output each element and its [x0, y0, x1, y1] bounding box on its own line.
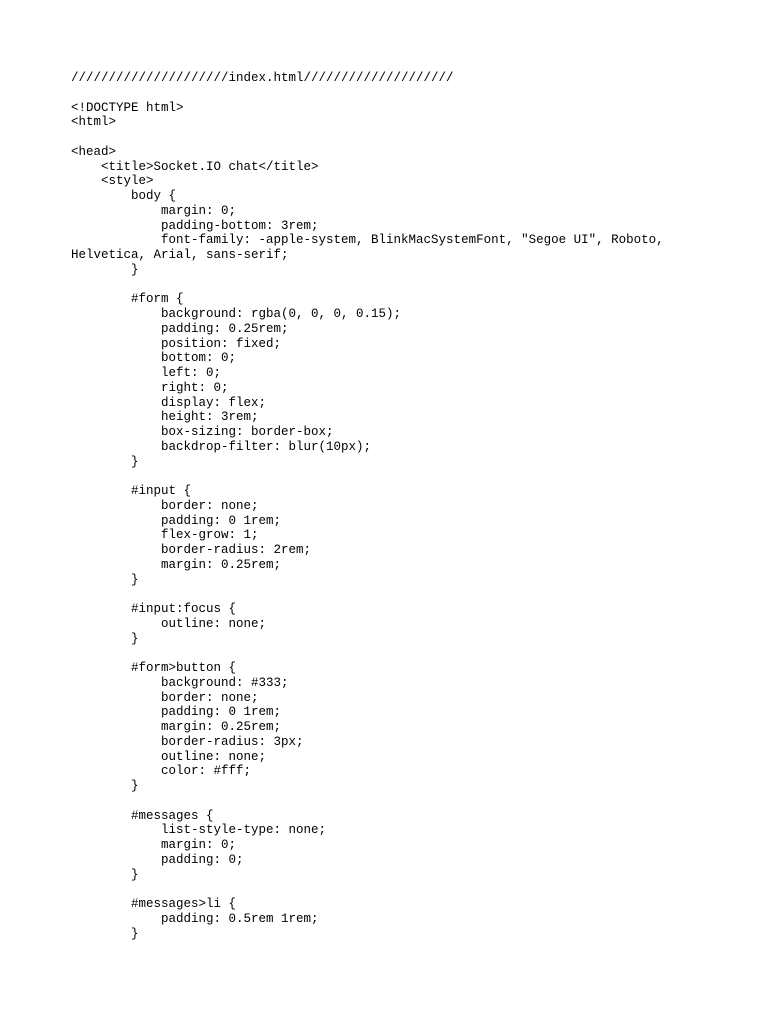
- code-line: }: [71, 779, 139, 793]
- code-line: #input {: [71, 484, 192, 498]
- code-line: height: 3rem;: [71, 410, 259, 425]
- code-line: }: [71, 454, 139, 469]
- code-line: padding-bottom: 3rem;: [71, 218, 319, 233]
- code-line: color: #fff;: [71, 764, 252, 779]
- code-line: <title>Socket.IO chat</title>: [71, 159, 319, 174]
- code-line: <!DOCTYPE html>: [71, 100, 184, 115]
- code-line: }: [71, 631, 139, 646]
- code-line: [71, 278, 731, 293]
- code-line: <style>: [71, 174, 154, 189]
- code-line: <head>: [71, 144, 117, 159]
- code-line: #form {: [71, 292, 184, 307]
- code-line: border: none;: [71, 498, 259, 513]
- code-line: [71, 130, 731, 145]
- code-line: /////////////////////index.html////////////////////: [71, 71, 454, 85]
- code-line: font-family: -apple-system, BlinkMacSystemFont, "Segoe UI", Roboto,: [71, 233, 664, 248]
- code-line: [71, 587, 731, 602]
- code-line: outline: none;: [71, 616, 267, 631]
- code-line: #messages>li {: [71, 897, 237, 911]
- code-line: <html>: [71, 115, 117, 130]
- code-line: position: fixed;: [71, 336, 282, 351]
- code-line: [71, 469, 731, 484]
- code-line: background: rgba(0, 0, 0, 0.15);: [71, 307, 402, 321]
- code-line: [71, 794, 731, 809]
- code-line: flex-grow: 1;: [71, 528, 259, 543]
- code-line: margin: 0.25rem;: [71, 557, 282, 572]
- code-line: Helvetica, Arial, sans-serif;: [71, 248, 289, 262]
- code-line: #messages {: [71, 808, 214, 823]
- code-line: padding: 0 1rem;: [71, 705, 282, 720]
- code-line: background: #333;: [71, 675, 289, 690]
- code-line: }: [71, 262, 139, 277]
- code-line: display: flex;: [71, 395, 267, 410]
- code-line: left: 0;: [71, 366, 222, 380]
- code-listing: [71, 71, 731, 941]
- code-line: border: none;: [71, 690, 259, 705]
- code-line: box-sizing: border-box;: [71, 425, 334, 439]
- code-line: }: [71, 867, 139, 882]
- code-line: [71, 646, 731, 661]
- code-line: [71, 882, 731, 897]
- code-line: bottom: 0;: [71, 351, 237, 366]
- code-line: list-style-type: none;: [71, 823, 327, 838]
- code-line: padding: 0.5rem 1rem;: [71, 911, 319, 926]
- code-line: right: 0;: [71, 380, 229, 395]
- code-line: padding: 0 1rem;: [71, 513, 282, 528]
- code-line: [71, 86, 731, 101]
- code-line: body {: [71, 189, 177, 203]
- code-line: outline: none;: [71, 749, 267, 764]
- code-line: margin: 0.25rem;: [71, 720, 282, 734]
- code-line: }: [71, 926, 139, 941]
- code-line: }: [71, 572, 139, 587]
- code-line: padding: 0.25rem;: [71, 321, 289, 336]
- code-line: backdrop-filter: blur(10px);: [71, 439, 372, 454]
- code-line: margin: 0;: [71, 203, 237, 218]
- code-line: #form>button {: [71, 661, 237, 675]
- code-line: padding: 0;: [71, 852, 244, 867]
- code-line: border-radius: 2rem;: [71, 543, 312, 557]
- code-line: border-radius: 3px;: [71, 734, 304, 749]
- code-line: margin: 0;: [71, 838, 237, 852]
- code-line: #input:focus {: [71, 602, 237, 616]
